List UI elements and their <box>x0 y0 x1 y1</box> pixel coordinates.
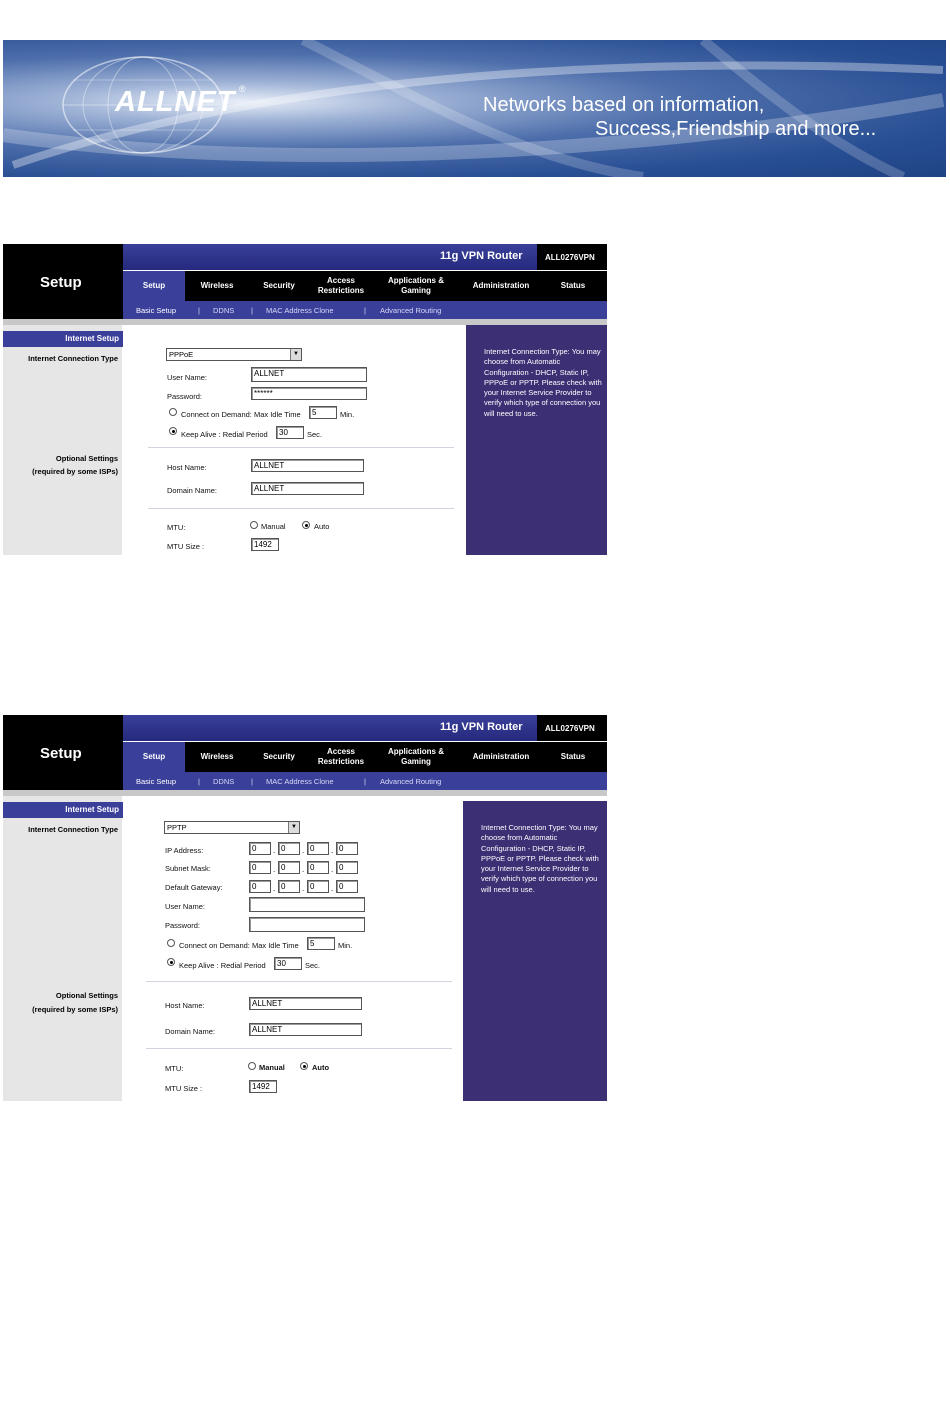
tab-setup[interactable]: Setup <box>123 742 185 772</box>
mtu-auto-radio[interactable] <box>300 1062 308 1070</box>
mtu-size-input[interactable]: 1492 <box>251 538 279 551</box>
mtu-manual-radio[interactable] <box>248 1062 256 1070</box>
tab-applications-gaming[interactable]: Applications & Gaming <box>387 747 444 766</box>
password-label: Password: <box>165 921 201 930</box>
model-name: ALL0276VPN <box>537 715 607 741</box>
subnet-octet-4[interactable]: 0 <box>336 861 358 874</box>
user-name-label: User Name: <box>165 902 206 911</box>
mtu-auto-label: Auto <box>312 1063 330 1072</box>
section-header: Internet Setup <box>3 802 123 818</box>
router-setup-screen-pppoe <box>3 240 607 555</box>
max-idle-time-input[interactable]: 5 <box>309 406 337 419</box>
subtab-basic-setup[interactable]: Basic Setup <box>136 777 177 786</box>
chevron-down-icon: ▼ <box>288 822 299 833</box>
connection-type-label: Internet Connection Type <box>28 354 118 363</box>
allnet-banner <box>3 40 946 177</box>
subtab-mac-address-clone[interactable]: MAC Address Clone <box>266 306 334 315</box>
help-panel <box>466 325 607 555</box>
tab-applications-gaming[interactable]: Applications & Gaming <box>387 276 444 295</box>
connection-type-select[interactable]: PPTP ▼ <box>164 821 300 834</box>
router-setup-screen-pptp: Setup 11g VPN Router ALL0276VPN Setup Wireless Security Access Restrictions Applications & Gaming Administration Status Basic Setup | DDNS | MAC Address Clone | Advanced Routing Internet Setup Internet Connection Type Optional Settings (required by some ISPs) PPTP ▼ IP Address: 0 . 0 . 0 . 0 Subnet Mask: 0 . 0 . 0 . 0 Default Gateway: 0 . 0 . 0 . 0 User Name: Password: Connect on Demand: Max Idle Time 5 Min. Keep Alive : Redial Period 30 Sec. Host Name: ALLNET Domain Name: ALLNET MTU: Manual Auto MTU Size : 1492 Internet Connection Type: You may choose from Automatic Configuration - DHCP, Static IP, PPPoE or PPTP. Please check with your Internet Service Provider to verify which type of connection you will need to use. <box>3 711 607 1101</box>
subtab-basic-setup[interactable]: Basic Setup <box>136 306 177 315</box>
ip-octet-1[interactable]: 0 <box>249 842 271 855</box>
subnet-mask-label: Subnet Mask: <box>165 864 211 873</box>
ip-octet-2[interactable]: 0 <box>278 842 300 855</box>
product-bar <box>123 244 607 270</box>
mtu-size-label: MTU Size : <box>165 1084 203 1093</box>
subnet-octet-1[interactable]: 0 <box>249 861 271 874</box>
section-header: Internet Setup <box>3 331 123 347</box>
mtu-manual-radio[interactable] <box>250 521 258 529</box>
user-name-label: User Name: <box>167 373 208 382</box>
connect-on-demand-label: Connect on Demand: Max Idle Time <box>181 410 301 419</box>
product-name: 11g VPN Router <box>440 721 523 733</box>
tab-setup[interactable]: Setup <box>123 271 185 301</box>
product-name: 11g VPN Router <box>440 250 523 262</box>
keep-alive-label: Keep Alive : Redial Period <box>181 430 268 439</box>
connect-on-demand-radio[interactable] <box>169 408 177 416</box>
slogan-line-1: Networks based on information, <box>483 94 765 116</box>
sec-unit: Sec. <box>307 430 323 439</box>
subtab-ddns[interactable]: DDNS <box>213 306 235 315</box>
connect-on-demand-label: Connect on Demand: Max Idle Time <box>179 941 299 950</box>
domain-name-label: Domain Name: <box>165 1027 216 1036</box>
mtu-manual-label: Manual <box>261 522 286 531</box>
domain-name-input[interactable]: ALLNET <box>249 1023 362 1036</box>
page-title: Setup <box>3 244 123 319</box>
redial-period-input[interactable]: 30 <box>276 426 304 439</box>
min-unit: Min. <box>340 410 355 419</box>
slogan-line-2: Success,Friendship and more... <box>595 118 877 140</box>
connection-type-label: Internet Connection Type <box>28 825 118 834</box>
default-gateway-label: Default Gateway: <box>165 883 223 892</box>
tab-administration[interactable]: Administration <box>472 281 530 290</box>
sub-tabs: Basic Setup | DDNS | MAC Address Clone | Advanced Routing <box>123 301 607 319</box>
mtu-label: MTU: <box>165 1064 184 1073</box>
subtab-mac-address-clone[interactable]: MAC Address Clone <box>266 777 334 786</box>
host-name-label: Host Name: <box>167 463 207 472</box>
mtu-size-input[interactable]: 1492 <box>249 1080 277 1093</box>
min-unit: Min. <box>338 941 353 950</box>
tab-wireless[interactable]: Wireless <box>200 281 234 290</box>
host-name-input[interactable]: ALLNET <box>249 997 362 1010</box>
ip-octet-4[interactable]: 0 <box>336 842 358 855</box>
password-label: Password: <box>167 392 203 401</box>
host-name-label: Host Name: <box>165 1001 205 1010</box>
domain-name-input[interactable]: ALLNET <box>251 482 364 495</box>
model-name: ALL0276VPN <box>537 244 607 270</box>
sub-tabs: Basic Setup | DDNS | MAC Address Clone | Advanced Routing <box>123 772 607 790</box>
optional-settings-note: (required by some ISPs) <box>32 467 118 476</box>
mtu-auto-radio[interactable] <box>302 521 310 529</box>
user-name-input[interactable] <box>249 897 365 912</box>
tab-access-restrictions[interactable]: Access Restrictions <box>317 276 365 295</box>
redial-period-input[interactable]: 30 <box>274 957 302 970</box>
mtu-manual-label: Manual <box>259 1063 285 1072</box>
page-title: Setup <box>3 715 123 790</box>
help-text: Internet Connection Type: You may choose from Automatic Configuration - DHCP, Static IP, PPPoE or PPTP. Please check with your Internet Service Provider to verify which type of connection you will need to use. <box>481 823 599 894</box>
allnet-logo: ALLNET <box>115 86 236 118</box>
left-labels-column <box>3 796 123 1101</box>
ip-address-label: IP Address: <box>165 846 204 855</box>
main-tabs <box>123 742 607 772</box>
tab-status[interactable]: Status <box>560 752 586 761</box>
tab-wireless[interactable]: Wireless <box>200 752 234 761</box>
keep-alive-label: Keep Alive : Redial Period <box>179 961 266 970</box>
chevron-down-icon: ▼ <box>290 349 301 360</box>
keep-alive-radio[interactable] <box>169 427 177 435</box>
connection-type-select[interactable]: PPPoE ▼ <box>166 348 302 361</box>
subtab-advanced-routing[interactable]: Advanced Routing <box>380 306 442 315</box>
subnet-octet-2[interactable]: 0 <box>278 861 300 874</box>
sec-unit: Sec. <box>305 961 321 970</box>
gateway-octet-2[interactable]: 0 <box>278 880 300 893</box>
help-panel <box>463 801 607 1101</box>
gateway-octet-4[interactable]: 0 <box>336 880 358 893</box>
tab-status[interactable]: Status <box>560 281 586 290</box>
tab-security[interactable]: Security <box>263 281 295 290</box>
mtu-size-label: MTU Size : <box>167 542 205 551</box>
subtab-ddns[interactable]: DDNS <box>213 777 235 786</box>
host-name-input[interactable]: ALLNET <box>251 459 364 472</box>
tab-administration[interactable]: Administration <box>472 752 530 761</box>
ip-octet-3[interactable]: 0 <box>307 842 329 855</box>
password-input[interactable] <box>249 917 365 932</box>
connect-on-demand-radio[interactable] <box>167 939 175 947</box>
optional-settings-note: (required by some ISPs) <box>32 1005 118 1014</box>
domain-name-label: Domain Name: <box>167 486 218 495</box>
gateway-octet-1[interactable]: 0 <box>249 880 271 893</box>
main-tabs <box>123 271 607 301</box>
optional-settings-label: Optional Settings <box>55 454 118 463</box>
help-text: Internet Connection Type: You may choose from Automatic Configuration - DHCP, Static IP, PPPoE or PPTP. Please check with your Internet Service Provider to verify which type of connection you will need to use. <box>484 347 602 418</box>
registered-mark: ® <box>239 84 246 94</box>
product-bar <box>123 715 607 741</box>
mtu-auto-label: Auto <box>314 522 330 531</box>
mtu-label: MTU: <box>167 523 186 532</box>
password-input[interactable]: ****** <box>251 387 367 400</box>
tab-access-restrictions[interactable]: Access Restrictions <box>317 747 365 766</box>
tab-security[interactable]: Security <box>263 752 295 761</box>
left-labels-column <box>3 325 123 555</box>
max-idle-time-input[interactable]: 5 <box>307 937 335 950</box>
gateway-octet-3[interactable]: 0 <box>307 880 329 893</box>
optional-settings-label: Optional Settings <box>55 991 118 1000</box>
keep-alive-radio[interactable] <box>167 958 175 966</box>
user-name-input[interactable]: ALLNET <box>251 367 367 382</box>
subtab-advanced-routing[interactable]: Advanced Routing <box>380 777 442 786</box>
subnet-octet-3[interactable]: 0 <box>307 861 329 874</box>
